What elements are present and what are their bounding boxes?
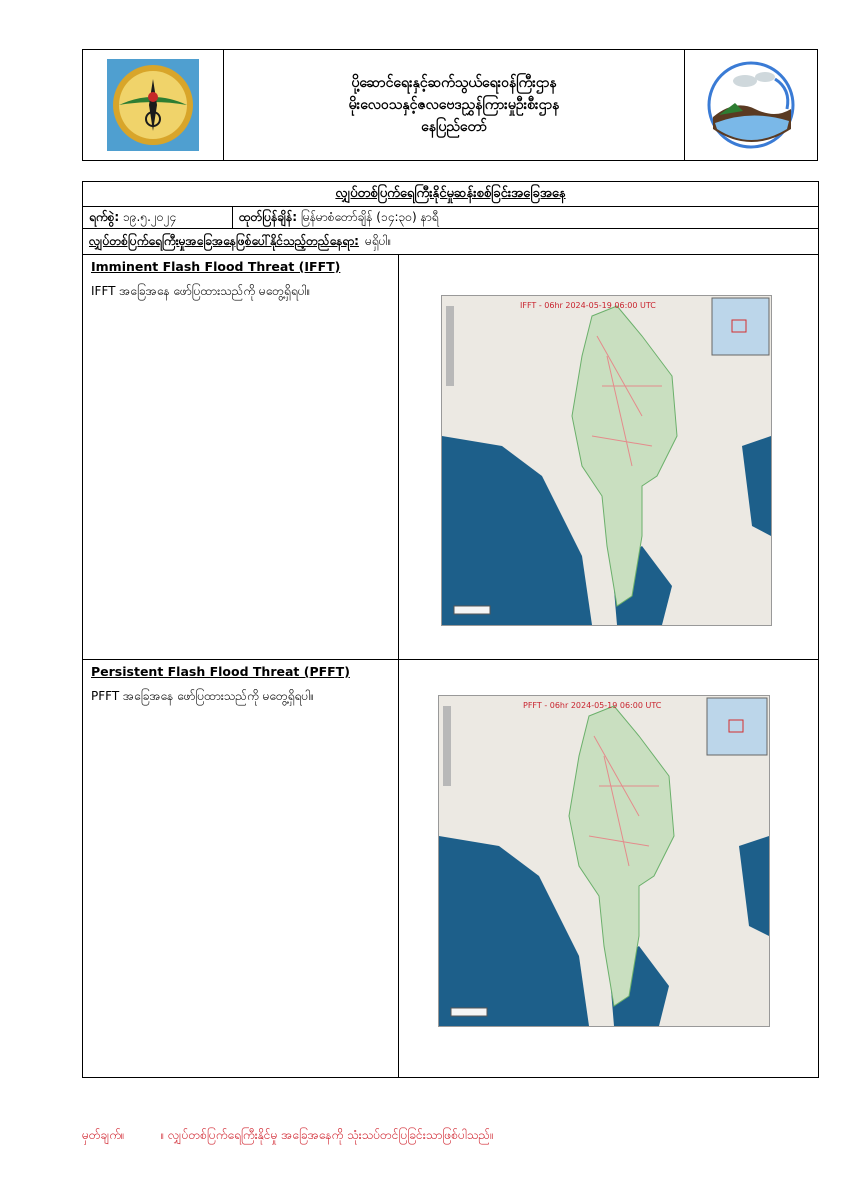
issue-label: ထုတ်ပြန်ချိန်: bbox=[239, 209, 298, 224]
ministry-logo-cell bbox=[83, 50, 224, 160]
header-line-2: မိုးလေဝသနှင့်ဇလဗေဒညွှန်ကြားမှုဦးစီးဌာန bbox=[348, 97, 560, 113]
ministry-emblem-icon bbox=[107, 59, 199, 151]
ifft-section bbox=[83, 255, 818, 660]
ifft-map bbox=[441, 295, 772, 626]
header-line-3: နေပြည်တော် bbox=[421, 119, 487, 135]
dmh-logo-cell bbox=[684, 50, 817, 160]
report-title: လျှပ်တစ်ပြက်ရေကြီးနိုင်မှုဆန်းစစ်ခြင်းအခြေအနေ bbox=[83, 182, 818, 207]
threat-area-row bbox=[83, 229, 818, 255]
threat-area-value: မရှိပါ။ bbox=[364, 233, 392, 248]
date-row bbox=[83, 207, 818, 229]
pfft-map bbox=[438, 695, 770, 1027]
date-label: ရက်စွဲ: bbox=[89, 209, 120, 224]
pfft-section bbox=[83, 660, 818, 1077]
header-title bbox=[224, 50, 684, 160]
pfft-map-label: PFFT - 06hr 2024-05-19 06:00 UTC bbox=[523, 701, 662, 710]
footer-label: မှတ်ချက်။ bbox=[82, 1128, 125, 1142]
date-cell bbox=[83, 207, 233, 228]
pfft-text-cell bbox=[83, 660, 399, 1077]
pfft-heading: Persistent Flash Flood Threat (PFFT) bbox=[91, 664, 350, 679]
header-line-1: ပို့ဆောင်ရေးနှင့်ဆက်သွယ်ရေးဝန်ကြီးဌာန bbox=[351, 75, 557, 91]
report-table bbox=[82, 181, 819, 1078]
pfft-body: PFFT အခြေအနေ ဖော်ပြထားသည်ကို မတွေ့ရှိရပါ။ bbox=[91, 689, 314, 703]
ifft-body: IFFT အခြေအနေ ဖော်ပြထားသည်ကို မတွေ့ရှိရပါ။ bbox=[91, 284, 311, 298]
issue-value: မြန်မာစံတော်ချိန် (၁၄:၃၀) နာရီ bbox=[300, 209, 439, 224]
threat-area-label: လျှပ်တစ်ပြက်ရေကြီးမှုအခြေအနေဖြစ်ပေါ်နိုင်သည့်တည်နေရာ: bbox=[89, 233, 359, 248]
ifft-text-cell bbox=[83, 255, 399, 659]
ifft-map-label: IFFT - 06hr 2024-05-19 06:00 UTC bbox=[520, 301, 656, 310]
footer-text: ။ လျှပ်တစ်ပြက်ရေကြီးနိုင်မှု အခြေအနေကို သုံးသပ်တင်ပြခြင်းသာဖြစ်ပါသည်။ bbox=[160, 1128, 494, 1142]
ifft-heading: Imminent Flash Flood Threat (IFFT) bbox=[91, 259, 341, 274]
date-value: ၁၉.၅.၂၀၂၄ bbox=[123, 209, 177, 224]
footer-note bbox=[82, 1127, 494, 1145]
issue-time-cell bbox=[233, 207, 818, 228]
hydrology-cycle-icon bbox=[705, 59, 797, 151]
header-block bbox=[82, 49, 818, 161]
